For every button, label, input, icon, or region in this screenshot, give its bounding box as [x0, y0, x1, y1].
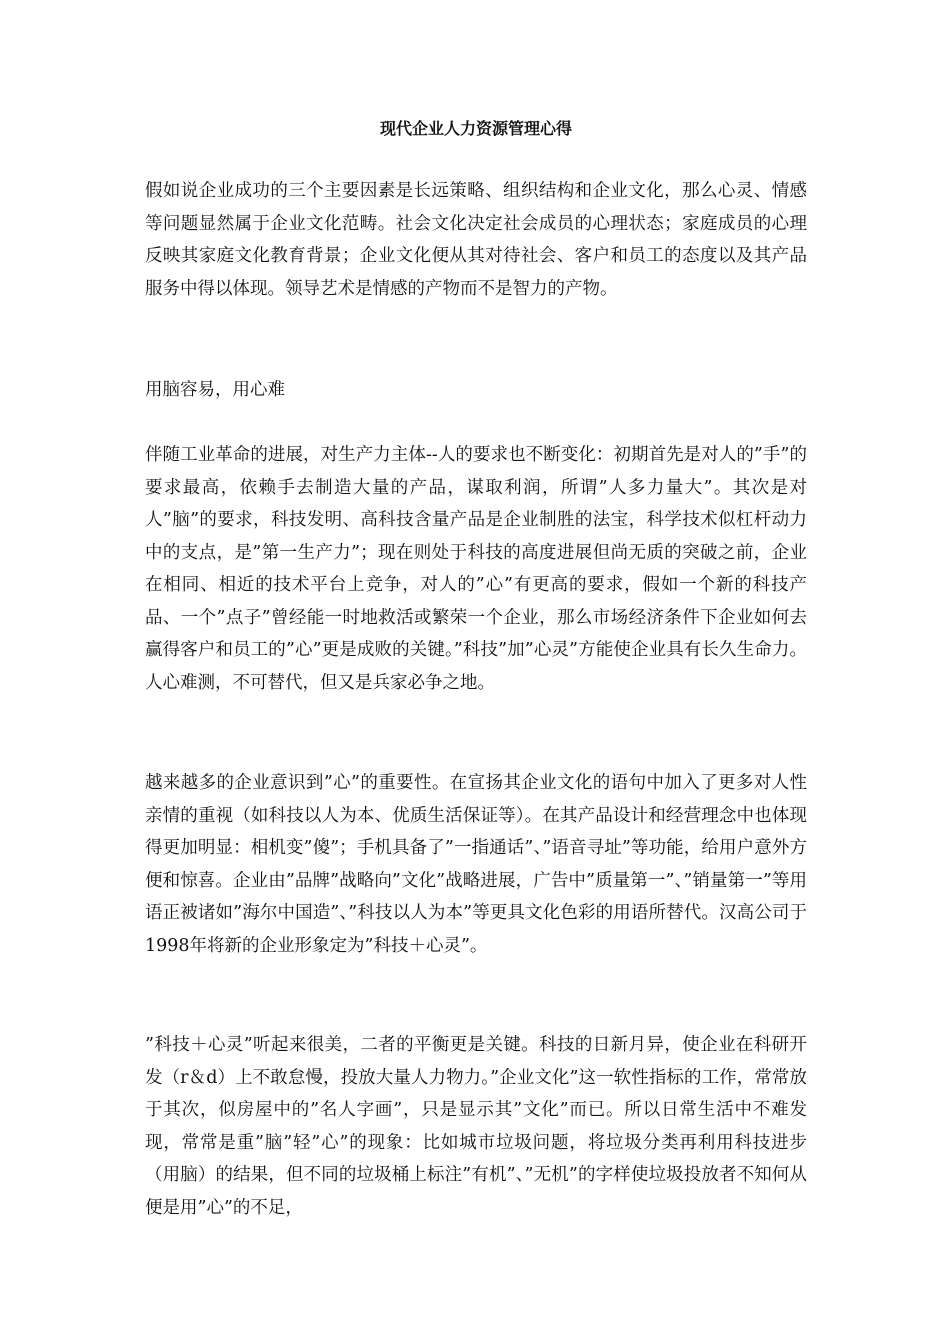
intro-paragraph: 假如说企业成功的三个主要因素是长远策略、组织结构和企业文化，那么心灵、情感等问题显然属于企业文化范畴。社会文化决定社会成员的心理状态；家庭成员的心理反映其家庭文化教育背景；企业文化便从其对待社会、客户和员工的态度以及其产品服务中得以体现。领导艺术是情感的产物而不是智力的产物。: [145, 181, 807, 299]
document-title: 现代企业人力资源管理心得: [379, 119, 572, 138]
section-heading: 用脑容易，用心难: [145, 380, 285, 400]
body-paragraph-2: 越来越多的企业意识到”心”的重要性。在宣扬其企业文化的语句中加入了更多对人性亲情的重视（如科技以人为本、优质生活保证等）。在其产品设计和经营理念中也体现得更加明显：相机变”傻”；手机具备了”一指通话”、”语音寻址”等功能，给用户意外方便和惊喜。企业由”品牌”战略向”文化”战略进展，广告中”质量第一”、”销量第一”等用语正被诸如”海尔中国造”、”科技以人为本”等更具文化色彩的用语所替代。汉高公司于1998年将新的企业形象定为”科技＋心灵”。: [145, 773, 807, 956]
body-paragraph-1: 伴随工业革命的进展，对生产力主体--人的要求也不断变化：初期首先是对人的”手”的要求最高，依赖手去制造大量的产品，谋取利润，所谓”人多力量大”。其次是对人”脑”的要求，科技发明、高科技含量产品是企业制胜的法宝，科学技术似杠杆动力中的支点，是”第一生产力”；现在则处于科技的高度进展但尚无质的突破之前，企业在相同、相近的技术平台上竞争，对人的”心”有更高的要求，假如一个新的科技产品、一个”点子”曾经能一时地救活或繁荣一个企业，那么市场经济条件下企业如何去赢得客户和员工的”心”更是成败的关键。”科技”加”心灵”方能使企业具有长久生命力。人心难测，不可替代，但又是兵家必争之地。: [145, 445, 807, 693]
body-paragraph-3: ”科技＋心灵”听起来很美，二者的平衡更是关键。科技的日新月异，使企业在科研开发（r＆d）上不敢怠慢，投放大量人力物力。”企业文化”这一软性指标的工作，常常放于其次，似房屋中的”名人字画”，只是显示其”文化”而已。所以日常生活中不难发现，常常是重”脑”轻”心”的现象：比如城市垃圾问题，将垃圾分类再利用科技进步（用脑）的结果，但不同的垃圾桶上标注”有机”、”无机”的字样使垃圾投放者不知何从便是用”心”的不足，: [145, 1035, 807, 1218]
